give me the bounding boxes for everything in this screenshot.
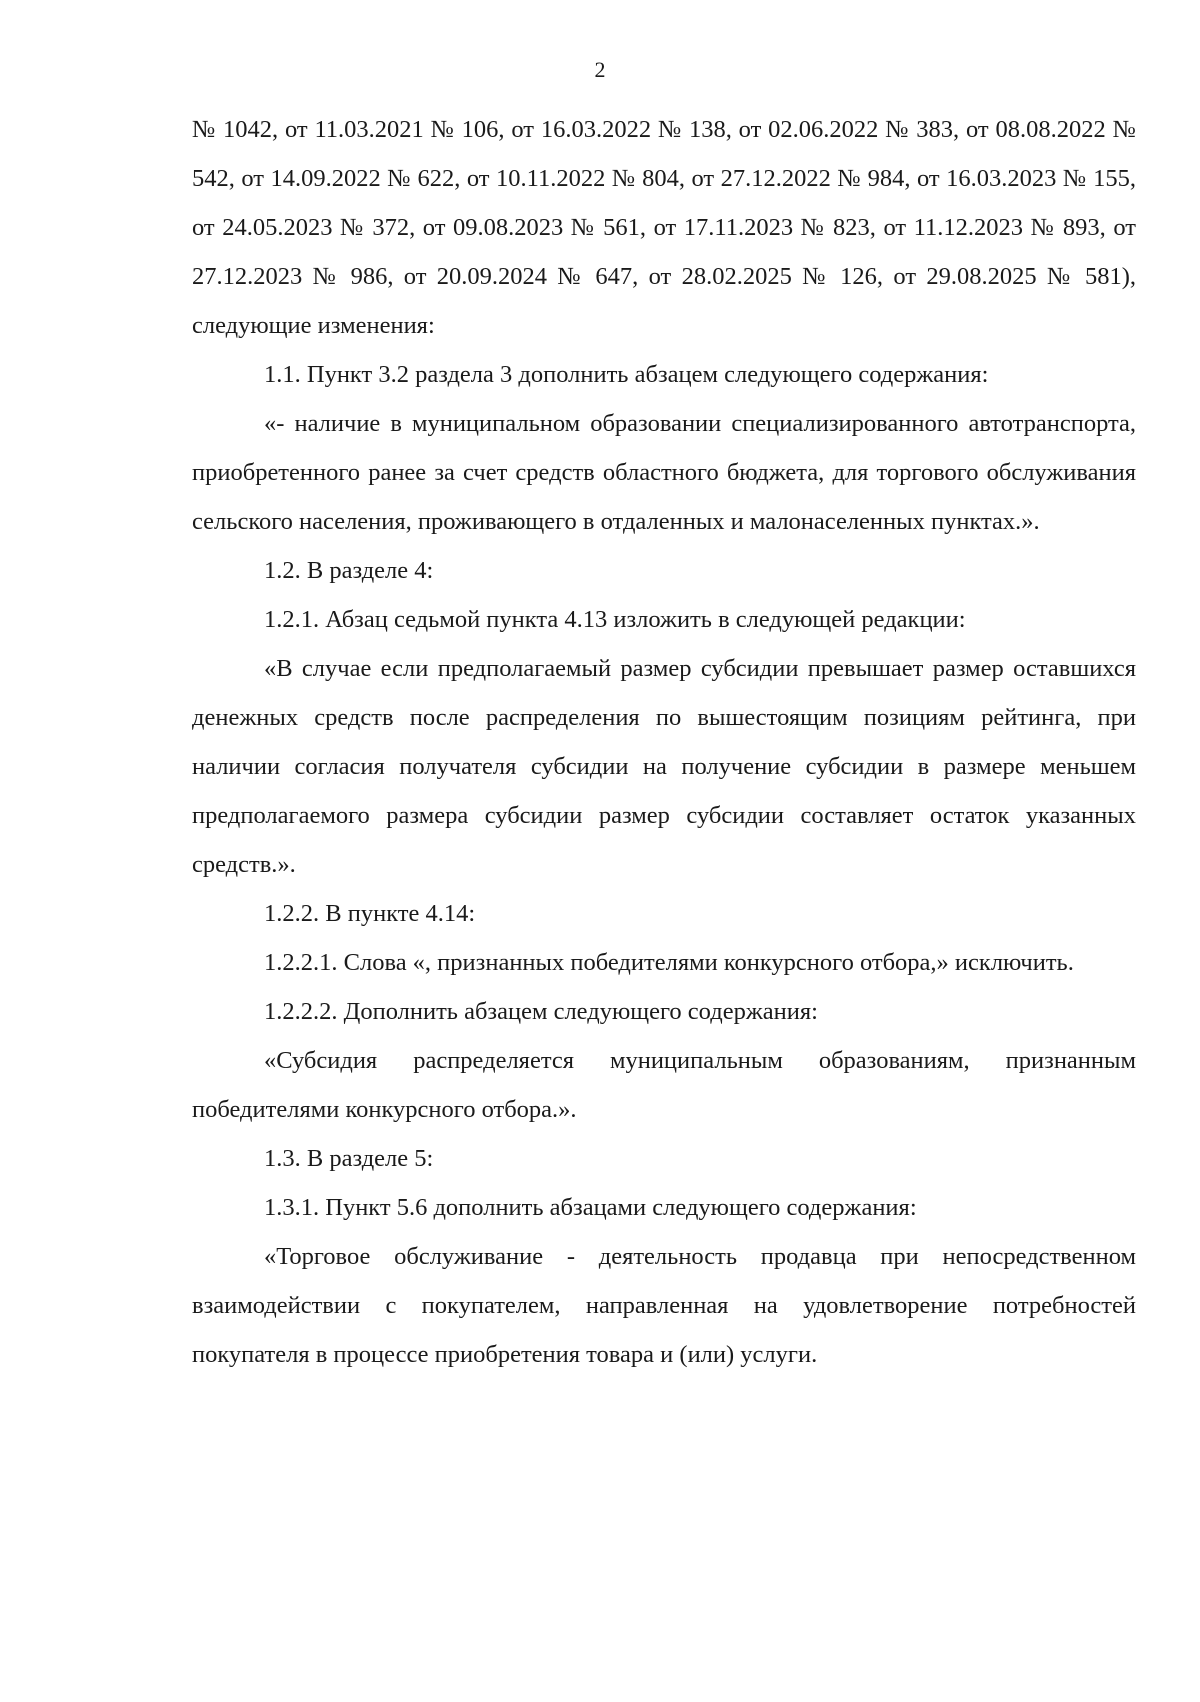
paragraph-1-1-quote: «- наличие в муниципальном образовании специализированного автотранспорта, приобретенного ранее за счет средств областного бюджета, для торгового обслуживания сельского населения, проживающего в отдаленных и малонаселенных пунктах.».	[192, 410, 1136, 535]
paragraph-1-2-2-1: 1.2.2.1. Слова «, признанных победителями конкурсного отбора,» исключить.	[264, 949, 1074, 976]
page-number: 2	[594, 57, 606, 82]
paragraph-1-2-2: 1.2.2. В пункте 4.14:	[264, 900, 476, 927]
paragraph-1-3-1-quote: «Торговое обслуживание - деятельность продавца при непосредственном взаимодействии с покупателем, направленная на удовлетворение потребностей покупателя в процессе приобретения товара и (или) услуги.	[192, 1243, 1136, 1368]
paragraph-1-1: 1.1. Пункт 3.2 раздела 3 дополнить абзацем следующего содержания:	[264, 361, 989, 388]
paragraph-1-2-1: 1.2.1. Абзац седьмой пункта 4.13 изложить в следующей редакции:	[264, 606, 966, 633]
paragraph-amendment-list: № 1042, от 11.03.2021 № 106, от 16.03.2022 № 138, от 02.06.2022 № 383, от 08.08.2022 № 542, от 14.09.2022 № 622, от 10.11.2022 № 804, от 27.12.2022 № 984, от 16.03.2023 № 155, от 24.05.2023 № 372, от 09.08.2023 № 561, от 17.11.2023 № 823, от 11.12.2023 № 893, от 27.12.2023 № 986, от 20.09.2024 № 647, от 28.02.2025 № 126, от 29.08.2025 № 581), следующие изменения:	[192, 116, 1136, 339]
paragraph-1-2: 1.2. В разделе 4:	[264, 557, 434, 584]
paragraph-1-3: 1.3. В разделе 5:	[264, 1145, 434, 1172]
paragraph-1-2-2-2-quote: «Субсидия распределяется муниципальным образованиям, признанным победителями конкурсного отбора.».	[192, 1047, 1136, 1123]
paragraph-1-2-2-2: 1.2.2.2. Дополнить абзацем следующего содержания:	[264, 998, 818, 1025]
paragraph-1-2-1-quote: «В случае если предполагаемый размер субсидии превышает размер оставшихся денежных средств после распределения по вышестоящим позициям рейтинга, при наличии согласия получателя субсидии на получение субсидии в размере меньшем предполагаемого размера субсидии размер субсидии составляет остаток указанных средств.».	[192, 655, 1136, 878]
paragraph-1-3-1: 1.3.1. Пункт 5.6 дополнить абзацами следующего содержания:	[264, 1194, 917, 1221]
document-body	[192, 105, 1136, 1379]
